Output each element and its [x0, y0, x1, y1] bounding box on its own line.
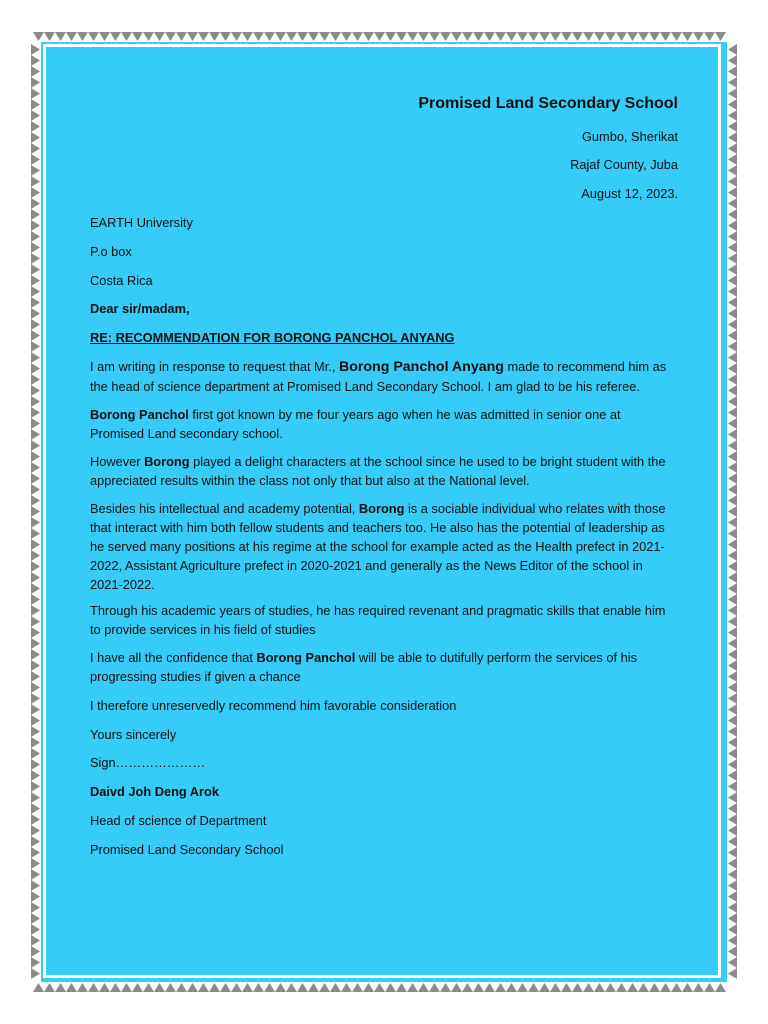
- sender-address-line-2: Rajaf County, Juba: [570, 157, 678, 172]
- paragraph-5: Through his academic years of studies, he has required revenant and pragmatic skills that enable him to provide services in his field of studies: [90, 603, 666, 637]
- signatory-title: Head of science of Department: [90, 813, 267, 828]
- paragraph-2: Borong Panchol first got known by me four years ago when he was admitted in senior one at Promised Land secondary school.: [90, 407, 621, 441]
- paragraph-3: However Borong played a delight characters at the school since he used to be bright student with the appreciated results within the class not only that but also at the National level.: [90, 454, 666, 488]
- sender-address-line-1: Gumbo, Sherikat: [581, 129, 678, 144]
- recipient-line-3: Costa Rica: [90, 273, 153, 288]
- paragraph-7: I therefore unreservedly recommend him favorable consideration: [90, 698, 457, 713]
- paragraph-6: I have all the confidence that Borong Panchol will be able to dutifully perform the services of his progressing studies if given a chance: [90, 650, 637, 684]
- signatory-name: Daivd Joh Deng Arok: [90, 784, 219, 799]
- school-name-heading: Promised Land Secondary School: [418, 95, 678, 112]
- signature-line: Sign…………………: [90, 755, 206, 770]
- subject-line: RE: RECOMMENDATION FOR BORONG PANCHOL ANYANG: [90, 330, 455, 345]
- letter-date: August 12, 2023.: [581, 186, 678, 201]
- paragraph-4: Besides his intellectual and academy potential, Borong is a sociable individual who relates with those that interact with him both fellow students and teachers too. He also has the potential of leadership as he served many positions at his regime at the school for example acted as the Health prefect in 2021-2022, Assistant Agriculture prefect in 2020-2021 and generally as the News Editor of the school in 2021-2022.: [90, 501, 666, 592]
- salutation: Dear sir/madam,: [90, 301, 190, 316]
- paragraph-1: I am writing in response to request that Mr., Borong Panchol Anyang made to recommend him as the head of science department at Promised Land Secondary School. I am glad to be his referee.: [90, 359, 667, 394]
- signatory-school: Promised Land Secondary School: [90, 842, 284, 857]
- recipient-line-1: EARTH University: [90, 215, 193, 230]
- closing: Yours sincerely: [90, 727, 177, 742]
- recipient-line-2: P.o box: [90, 244, 132, 259]
